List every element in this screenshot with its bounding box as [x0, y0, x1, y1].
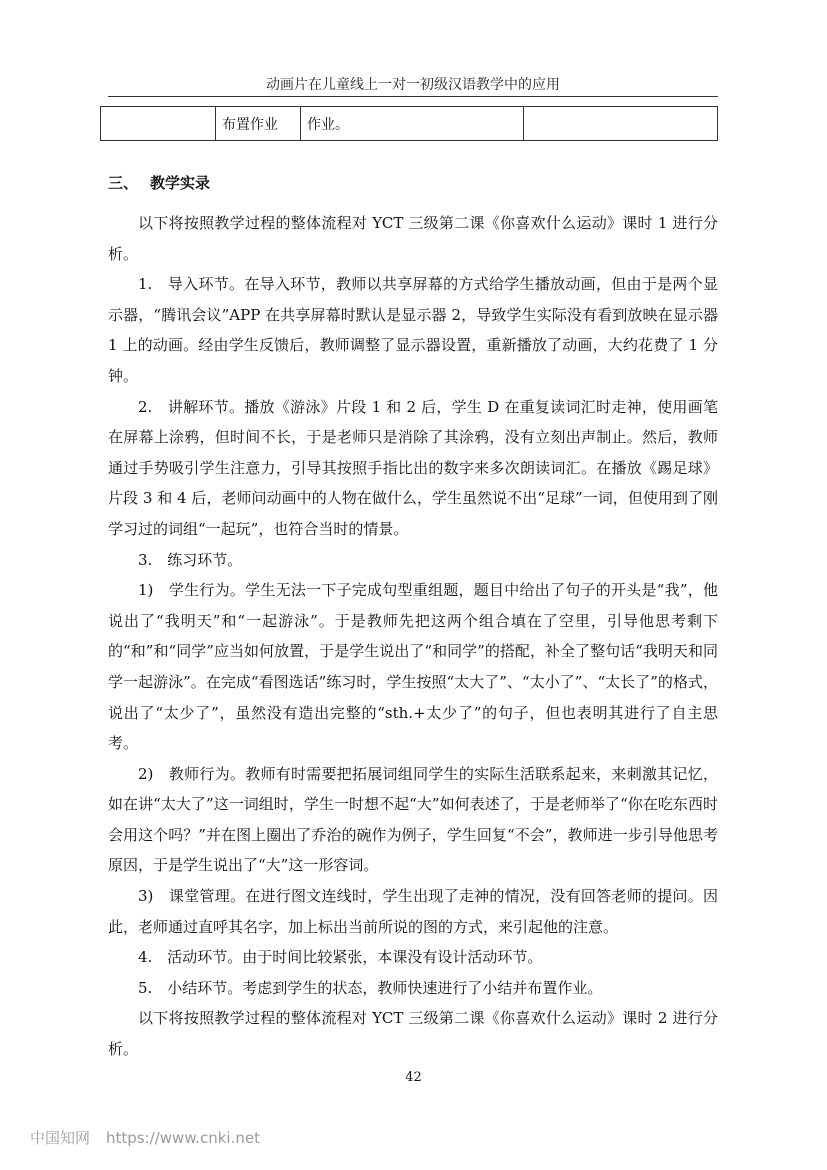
section-title: 教学实录 [150, 174, 211, 192]
lesson-plan-table-fragment [100, 106, 718, 141]
table-cell [101, 107, 216, 141]
watermark-url[interactable]: https://www.cnki.net [106, 1129, 260, 1147]
paragraph: 2) 教师行为。教师有时需要把拓展词组同学生的实际生活联系起来，来刺激其记忆，如在讲“太大了”这一词组时，学生一时想不起“大”如何表述了，于是老师举了“你在吃东西时会用这个吗？”并在图上圈出了乔治的碗作为例子，学生回复“不会”，教师进一步引导他思考原因，于是学生说出了“大”这一形容词。 [108, 764, 718, 875]
paragraph: 3. 练习环节。 [138, 550, 243, 569]
paragraph: 1) 学生行为。学生无法一下子完成句型重组题，题目中给出了句子的开头是“我”，他说出了“我明天”和“一起游泳”。于是教师先把这两个组合填在了空里，引导他思考剩下的“和”和“同学”应当如何放置，于是学生说出了“和同学”的搭配，补全了整句话“我明天和同学一起游泳”。在完成“看图选话”练习时，学生按照“太大了”、“太小了”、“太长了”的格式，说出了“太少了”，虽然没有造出完整的“sth.+太少了”的句子，但也表明其进行了自主思考。 [108, 581, 718, 753]
watermark [30, 1127, 260, 1148]
section-number: 三、 [108, 174, 139, 192]
table-cell [524, 107, 718, 141]
paragraph: 5. 小结环节。考虑到学生的状态，教师快速进行了小结并布置作业。 [138, 978, 603, 997]
table-cell: 布置作业 [216, 107, 301, 141]
header-rule [108, 96, 718, 97]
paragraph: 以下将按照教学过程的整体流程对 YCT 三级第二课《你喜欢什么运动》课时 1 进行分析。 [108, 214, 718, 263]
table-row [101, 107, 718, 141]
table-cell: 作业。 [301, 107, 524, 141]
paragraph: 3) 课堂管理。在进行图文连线时，学生出现了走神的情况，没有回答老师的提问。因此，老师通过直呼其名字，加上标出当前所说的图的方式，来引起他的注意。 [108, 887, 718, 936]
watermark-brand: 中国知网 [30, 1129, 91, 1147]
page-number: 42 [405, 1070, 422, 1085]
paragraph: 4. 活动环节。由于时间比较紧张，本课没有设计活动环节。 [138, 948, 543, 967]
running-header: 动画片在儿童线上一对一初级汉语教学中的应用 [266, 77, 560, 93]
paragraph: 以下将按照教学过程的整体流程对 YCT 三级第二课《你喜欢什么运动》课时 2 进行分析。 [108, 1009, 718, 1059]
paragraph: 2. 讲解环节。播放《游泳》片段 1 和 2 后，学生 D 在重复读词汇时走神，使用画笔在屏幕上涂鸦，但时间不长，于是老师只是消除了其涂鸦，没有立刻出声制止。然后，教师通过手势吸引学生注意力，引导其按照手指比出的数字来多次朗读词汇。在播放《踢足球》片段 3 和 4 后，老师问动画中的人物在做什么，学生虽然说不出“足球”一词，但使用到了刚学习过的词组“一起玩”，也符合当时的情景。 [108, 397, 718, 538]
section-heading [108, 172, 210, 193]
body-text [108, 208, 718, 1065]
paragraph: 1. 导入环节。在导入环节，教师以共享屏幕的方式给学生播放动画，但由于是两个显示器，“腾讯会议”APP 在共享屏幕时默认是显示器 2，导致学生实际没有看到放映在显示器 1 上的动画。经由学生反馈后，教师调整了显示器设置，重新播放了动画，大约花费了 1 分钟。 [108, 275, 718, 385]
